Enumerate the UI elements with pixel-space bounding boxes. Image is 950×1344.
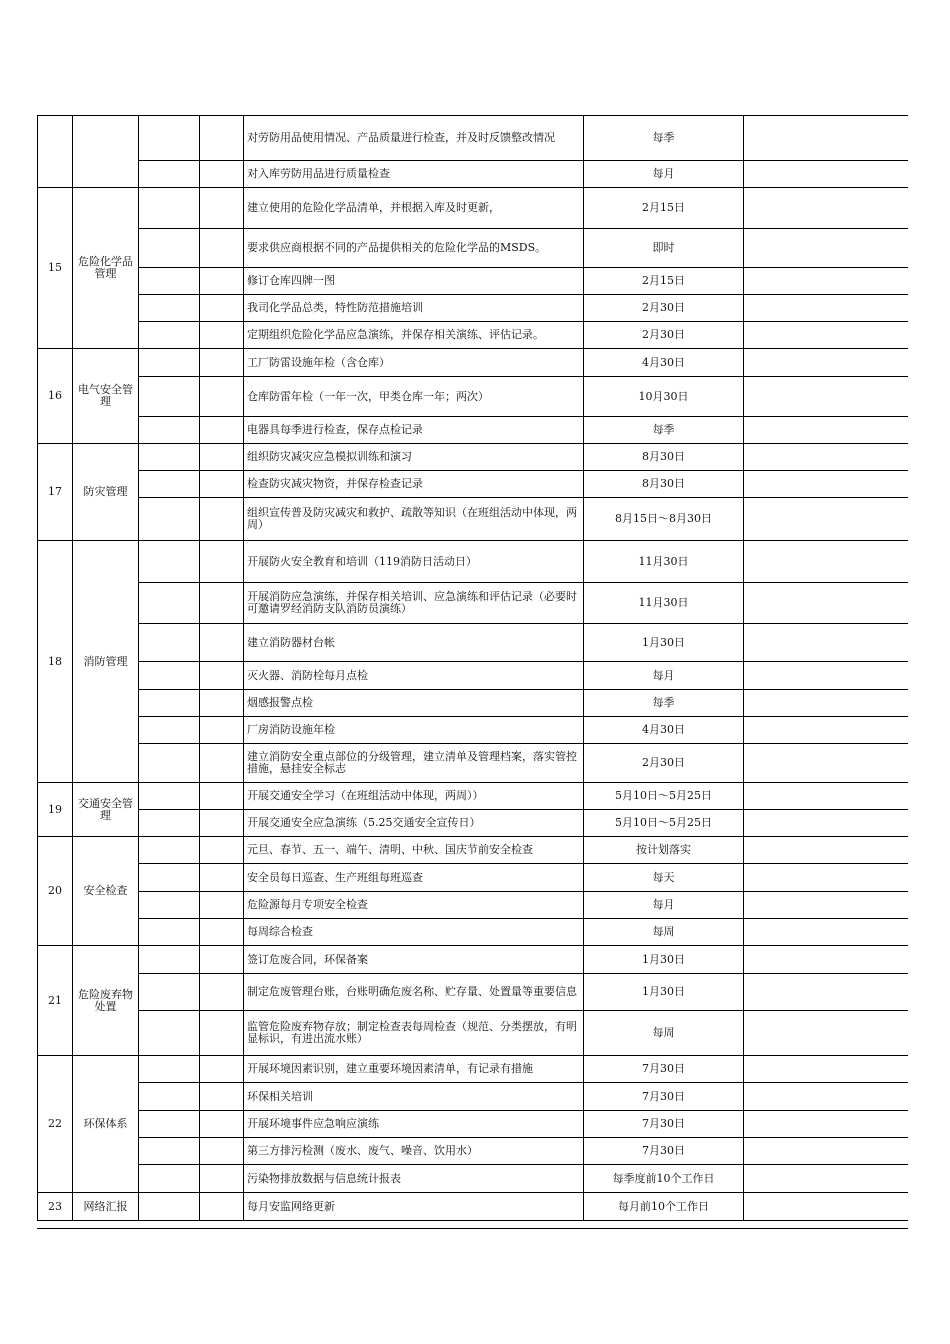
empty-cell	[139, 864, 200, 892]
task-cell: 制定危废管理台账，台账明确危废名称、贮存量、处置量等重要信息	[244, 974, 584, 1011]
table-row	[38, 810, 909, 837]
table-row	[38, 837, 909, 864]
time-cell: 每月	[584, 892, 744, 919]
remark-cell	[744, 744, 909, 783]
table-row	[38, 295, 909, 322]
table-row	[38, 444, 909, 471]
task-cell: 污染物排放数据与信息统计报表	[244, 1165, 584, 1193]
sheet-bottom-border	[37, 1228, 908, 1229]
table-body	[38, 116, 909, 1221]
remark-cell	[744, 717, 909, 744]
empty-cell	[139, 717, 200, 744]
task-cell: 建立使用的危险化学品清单，并根据入库及时更新，	[244, 188, 584, 229]
task-cell: 修订仓库四牌一图	[244, 268, 584, 295]
remark-cell	[744, 444, 909, 471]
table-row	[38, 690, 909, 717]
empty-cell	[139, 161, 200, 188]
category-cell: 危险废弃物处置	[73, 946, 139, 1056]
item-number-cell: 22	[38, 1056, 73, 1193]
empty-cell	[200, 229, 244, 268]
table-row	[38, 471, 909, 498]
category-cell: 网络汇报	[73, 1193, 139, 1221]
task-cell: 监管危险废弃物存放；制定检查表每周检查（规范、分类摆放，有明显标识，有进出流水账）	[244, 1011, 584, 1056]
time-cell: 7月30日	[584, 1138, 744, 1165]
time-cell: 8月15日～8月30日	[584, 498, 744, 541]
time-cell: 1月30日	[584, 974, 744, 1011]
empty-cell	[139, 1111, 200, 1138]
task-cell: 安全员每日巡查、生产班组每班巡查	[244, 864, 584, 892]
empty-cell	[139, 377, 200, 417]
empty-cell	[139, 892, 200, 919]
task-cell: 建立消防器材台帐	[244, 624, 584, 662]
time-cell: 每季	[584, 690, 744, 717]
empty-cell	[139, 417, 200, 444]
schedule-sheet	[37, 115, 908, 1229]
empty-cell	[200, 471, 244, 498]
category-cell	[73, 116, 139, 188]
empty-cell	[200, 624, 244, 662]
item-number-cell: 23	[38, 1193, 73, 1221]
table-row	[38, 1056, 909, 1083]
time-cell: 1月30日	[584, 946, 744, 974]
task-cell: 每周综合检查	[244, 919, 584, 946]
empty-cell	[139, 322, 200, 349]
task-cell: 开展交通安全应急演练（5.25交通安全宣传日）	[244, 810, 584, 837]
empty-cell	[200, 1083, 244, 1111]
table-row	[38, 322, 909, 349]
task-cell: 定期组织危险化学品应急演练，并保存相关演练、评估记录。	[244, 322, 584, 349]
task-cell: 开展消防应急演练，并保存相关培训、应急演练和评估记录（必要时可邀请罗经消防支队消防员演练）	[244, 583, 584, 624]
task-cell: 组织宣传普及防灾减灾和救护、疏散等知识（在班组活动中体现，两周）	[244, 498, 584, 541]
empty-cell	[200, 541, 244, 583]
time-cell: 即时	[584, 229, 744, 268]
item-number-cell	[38, 116, 73, 188]
time-cell: 7月30日	[584, 1111, 744, 1138]
empty-cell	[139, 662, 200, 690]
empty-cell	[200, 744, 244, 783]
time-cell: 每月前10个工作日	[584, 1193, 744, 1221]
empty-cell	[200, 377, 244, 417]
time-cell: 10月30日	[584, 377, 744, 417]
empty-cell	[139, 690, 200, 717]
table-row	[38, 892, 909, 919]
remark-cell	[744, 377, 909, 417]
empty-cell	[139, 744, 200, 783]
time-cell: 8月30日	[584, 471, 744, 498]
table-row	[38, 377, 909, 417]
empty-cell	[200, 1111, 244, 1138]
time-cell: 4月30日	[584, 349, 744, 377]
task-cell: 每月安监网络更新	[244, 1193, 584, 1221]
time-cell: 7月30日	[584, 1083, 744, 1111]
item-number-cell: 18	[38, 541, 73, 783]
empty-cell	[139, 295, 200, 322]
task-cell: 建立消防安全重点部位的分级管理，建立清单及管理档案，落实管控措施，悬挂安全标志	[244, 744, 584, 783]
empty-cell	[200, 837, 244, 864]
remark-cell	[744, 268, 909, 295]
empty-cell	[200, 892, 244, 919]
remark-cell	[744, 837, 909, 864]
empty-cell	[139, 268, 200, 295]
task-cell: 元旦、春节、五一、端午、清明、中秋、国庆节前安全检查	[244, 837, 584, 864]
table-row	[38, 229, 909, 268]
remark-cell	[744, 919, 909, 946]
time-cell: 2月30日	[584, 295, 744, 322]
task-cell: 对入库劳防用品进行质量检查	[244, 161, 584, 188]
empty-cell	[200, 161, 244, 188]
remark-cell	[744, 116, 909, 161]
empty-cell	[200, 322, 244, 349]
empty-cell	[139, 1011, 200, 1056]
empty-cell	[139, 583, 200, 624]
empty-cell	[139, 810, 200, 837]
task-cell: 仓库防雷年检（一年一次，甲类仓库一年；两次）	[244, 377, 584, 417]
table-row	[38, 498, 909, 541]
task-cell: 我司化学品总类，特性防范措施培训	[244, 295, 584, 322]
category-cell: 消防管理	[73, 541, 139, 783]
table-row	[38, 864, 909, 892]
remark-cell	[744, 471, 909, 498]
empty-cell	[139, 783, 200, 810]
time-cell: 8月30日	[584, 444, 744, 471]
remark-cell	[744, 583, 909, 624]
time-cell: 11月30日	[584, 583, 744, 624]
remark-cell	[744, 783, 909, 810]
task-cell: 烟感报警点检	[244, 690, 584, 717]
empty-cell	[200, 188, 244, 229]
empty-cell	[139, 1056, 200, 1083]
time-cell: 2月30日	[584, 322, 744, 349]
table-row	[38, 624, 909, 662]
remark-cell	[744, 1165, 909, 1193]
task-cell: 电器具每季进行检查，保存点检记录	[244, 417, 584, 444]
category-cell: 危险化学品管理	[73, 188, 139, 349]
time-cell: 每季	[584, 417, 744, 444]
empty-cell	[139, 1165, 200, 1193]
empty-cell	[139, 229, 200, 268]
table-row	[38, 783, 909, 810]
remark-cell	[744, 161, 909, 188]
empty-cell	[200, 116, 244, 161]
table-row	[38, 946, 909, 974]
empty-cell	[139, 1138, 200, 1165]
category-cell: 防灾管理	[73, 444, 139, 541]
empty-cell	[200, 1165, 244, 1193]
remark-cell	[744, 1193, 909, 1221]
time-cell: 2月15日	[584, 268, 744, 295]
item-number-cell: 15	[38, 188, 73, 349]
safety-plan-table	[37, 115, 908, 1221]
remark-cell	[744, 1083, 909, 1111]
empty-cell	[139, 116, 200, 161]
time-cell: 11月30日	[584, 541, 744, 583]
task-cell: 厂房消防设施年检	[244, 717, 584, 744]
empty-cell	[139, 444, 200, 471]
remark-cell	[744, 349, 909, 377]
item-number-cell: 17	[38, 444, 73, 541]
table-row	[38, 662, 909, 690]
time-cell: 每月	[584, 662, 744, 690]
table-row	[38, 744, 909, 783]
empty-cell	[139, 946, 200, 974]
table-row	[38, 116, 909, 161]
empty-cell	[200, 268, 244, 295]
empty-cell	[200, 1011, 244, 1056]
remark-cell	[744, 541, 909, 583]
empty-cell	[200, 974, 244, 1011]
task-cell: 开展防火安全教育和培训（119消防日活动日）	[244, 541, 584, 583]
remark-cell	[744, 810, 909, 837]
task-cell: 环保相关培训	[244, 1083, 584, 1111]
empty-cell	[139, 1193, 200, 1221]
task-cell: 对劳防用品使用情况、产品质量进行检查，并及时反馈整改情况	[244, 116, 584, 161]
category-cell: 电气安全管理	[73, 349, 139, 444]
empty-cell	[139, 919, 200, 946]
table-row	[38, 583, 909, 624]
empty-cell	[200, 690, 244, 717]
table-row	[38, 268, 909, 295]
task-cell: 工厂防雷设施年检（含仓库）	[244, 349, 584, 377]
remark-cell	[744, 974, 909, 1011]
remark-cell	[744, 1138, 909, 1165]
empty-cell	[139, 624, 200, 662]
remark-cell	[744, 946, 909, 974]
time-cell: 每天	[584, 864, 744, 892]
empty-cell	[200, 498, 244, 541]
time-cell: 1月30日	[584, 624, 744, 662]
empty-cell	[139, 471, 200, 498]
time-cell: 4月30日	[584, 717, 744, 744]
task-cell: 危险源每月专项安全检查	[244, 892, 584, 919]
empty-cell	[200, 662, 244, 690]
task-cell: 检查防灾减灾物资，并保存检查记录	[244, 471, 584, 498]
empty-cell	[200, 946, 244, 974]
time-cell: 5月10日～5月25日	[584, 810, 744, 837]
remark-cell	[744, 188, 909, 229]
empty-cell	[139, 188, 200, 229]
remark-cell	[744, 1011, 909, 1056]
empty-cell	[200, 717, 244, 744]
table-row	[38, 1165, 909, 1193]
empty-cell	[200, 864, 244, 892]
time-cell: 按计划落实	[584, 837, 744, 864]
table-row	[38, 717, 909, 744]
remark-cell	[744, 624, 909, 662]
table-row	[38, 188, 909, 229]
remark-cell	[744, 1056, 909, 1083]
task-cell: 组织防灾减灾应急模拟训练和演习	[244, 444, 584, 471]
time-cell: 每周	[584, 1011, 744, 1056]
empty-cell	[200, 1056, 244, 1083]
time-cell: 每周	[584, 919, 744, 946]
table-row	[38, 541, 909, 583]
empty-cell	[139, 541, 200, 583]
task-cell: 签订危废合同，环保备案	[244, 946, 584, 974]
empty-cell	[139, 1083, 200, 1111]
remark-cell	[744, 417, 909, 444]
table-row	[38, 417, 909, 444]
task-cell: 开展环境因素识别，建立重要环境因素清单，有记录有措施	[244, 1056, 584, 1083]
empty-cell	[200, 444, 244, 471]
table-row	[38, 1083, 909, 1111]
remark-cell	[744, 322, 909, 349]
category-cell: 安全检查	[73, 837, 139, 946]
time-cell: 每月	[584, 161, 744, 188]
empty-cell	[139, 974, 200, 1011]
item-number-cell: 20	[38, 837, 73, 946]
time-cell: 2月30日	[584, 744, 744, 783]
item-number-cell: 19	[38, 783, 73, 837]
time-cell: 2月15日	[584, 188, 744, 229]
task-cell: 要求供应商根据不同的产品提供相关的危险化学品的MSDS。	[244, 229, 584, 268]
empty-cell	[200, 810, 244, 837]
remark-cell	[744, 690, 909, 717]
task-cell: 开展环境事件应急响应演练	[244, 1111, 584, 1138]
table-row	[38, 1193, 909, 1221]
time-cell: 每季度前10个工作日	[584, 1165, 744, 1193]
item-number-cell: 16	[38, 349, 73, 444]
time-cell: 5月10日～5月25日	[584, 783, 744, 810]
remark-cell	[744, 892, 909, 919]
table-row	[38, 349, 909, 377]
empty-cell	[139, 837, 200, 864]
category-cell: 环保体系	[73, 1056, 139, 1193]
empty-cell	[200, 583, 244, 624]
remark-cell	[744, 498, 909, 541]
remark-cell	[744, 864, 909, 892]
table-row	[38, 161, 909, 188]
empty-cell	[200, 349, 244, 377]
empty-cell	[200, 919, 244, 946]
table-row	[38, 1111, 909, 1138]
task-cell: 第三方排污检测（废水、废气、噪音、饮用水）	[244, 1138, 584, 1165]
empty-cell	[200, 417, 244, 444]
table-row	[38, 919, 909, 946]
remark-cell	[744, 662, 909, 690]
empty-cell	[200, 295, 244, 322]
empty-cell	[139, 349, 200, 377]
remark-cell	[744, 295, 909, 322]
category-cell: 交通安全管理	[73, 783, 139, 837]
empty-cell	[139, 498, 200, 541]
remark-cell	[744, 229, 909, 268]
empty-cell	[200, 1193, 244, 1221]
table-row	[38, 1011, 909, 1056]
table-row	[38, 1138, 909, 1165]
time-cell: 7月30日	[584, 1056, 744, 1083]
empty-cell	[200, 783, 244, 810]
remark-cell	[744, 1111, 909, 1138]
empty-cell	[200, 1138, 244, 1165]
task-cell: 开展交通安全学习（在班组活动中体现，两周））	[244, 783, 584, 810]
table-row	[38, 974, 909, 1011]
task-cell: 灭火器、消防栓每月点检	[244, 662, 584, 690]
time-cell: 每季	[584, 116, 744, 161]
item-number-cell: 21	[38, 946, 73, 1056]
